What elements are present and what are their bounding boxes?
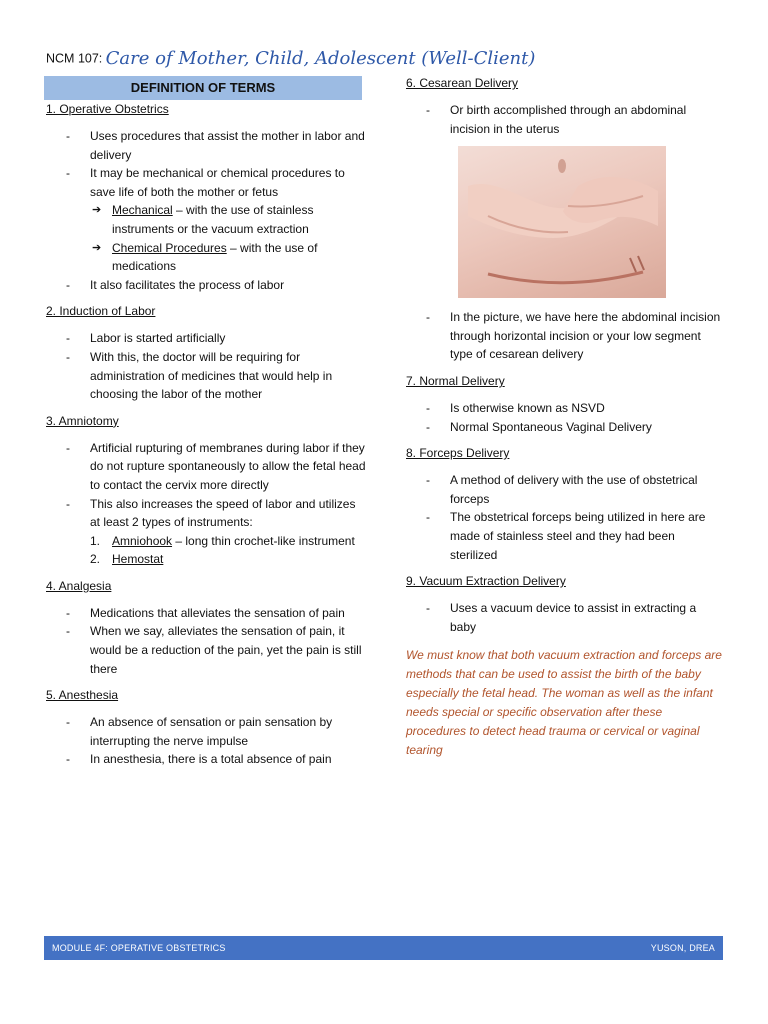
left-column bbox=[46, 100, 366, 777]
section-heading: 9. Vacuum Extraction Delivery bbox=[406, 574, 566, 589]
list-item: - An absence of sensation or pain sensation by interrupting the nerve impulse bbox=[46, 713, 366, 750]
list-item bbox=[46, 164, 366, 276]
right-column bbox=[406, 74, 724, 760]
list-item: - Uses a vacuum device to assist in extracting a baby bbox=[406, 599, 724, 636]
section-induction-of-labor bbox=[46, 302, 366, 403]
list-item-text: This also increases the speed of labor and utilizes at least 2 types of instruments: bbox=[90, 496, 356, 530]
list-item: - Medications that alleviates the sensation of pain bbox=[46, 604, 366, 623]
definition-of-terms-banner: DEFINITION OF TERMS bbox=[44, 76, 362, 100]
section-operative-obstetrics bbox=[46, 100, 366, 294]
section-analgesia bbox=[46, 577, 366, 678]
section-heading: 7. Normal Delivery bbox=[406, 373, 505, 388]
footer-author: YUSON, DREA bbox=[650, 943, 715, 953]
abdomen-illustration bbox=[458, 146, 666, 298]
section-heading: 6. Cesarean Delivery bbox=[406, 76, 519, 90]
list-item: - Uses procedures that assist the mother in labor and delivery bbox=[46, 127, 366, 164]
course-title: Care of Mother, Child, Adolescent (Well-Client) bbox=[105, 48, 536, 69]
page-footer bbox=[44, 936, 723, 960]
list-item: - Labor is started artificially bbox=[46, 329, 366, 348]
section-anesthesia bbox=[46, 686, 366, 769]
instrument-item bbox=[90, 532, 366, 551]
note-paragraph: We must know that both vacuum extraction and forceps are methods that can be used to assist the birth of the baby especially the fetal head. The woman as well as the infant needs special or specific observation after these procedures to detect head trauma or cervical or vaginal tearing bbox=[406, 648, 722, 758]
list-item: - In anesthesia, there is a total absence of pain bbox=[46, 750, 366, 769]
list-item: - Artificial rupturing of membranes during labor if they do not rupture spontaneously to allow the fetal head to contact the cervix more directly bbox=[46, 439, 366, 495]
list-item: - A method of delivery with the use of obstetrical forceps bbox=[406, 471, 724, 508]
list-item: - It also facilitates the process of labor bbox=[46, 276, 366, 295]
course-code: NCM 107: bbox=[46, 51, 103, 66]
sub-item-mechanical bbox=[90, 201, 366, 238]
section-heading: 1. Operative Obstetrics bbox=[46, 102, 169, 116]
list-item: - Or birth accomplished through an abdominal incision in the uterus bbox=[406, 101, 724, 138]
section-heading: 3. Amniotomy bbox=[46, 413, 119, 428]
section-vacuum-extraction bbox=[406, 572, 724, 636]
term-mechanical: Mechanical bbox=[112, 203, 173, 218]
section-heading: 2. Induction of Labor bbox=[46, 304, 156, 319]
cesarean-incision-photo bbox=[458, 146, 666, 298]
term-chemical-procedures: Chemical Procedures bbox=[112, 240, 227, 255]
section-amniotomy bbox=[46, 412, 366, 569]
instrument-item bbox=[90, 550, 366, 569]
list-item: - Is otherwise known as NSVD bbox=[406, 399, 724, 418]
sub-item-chemical bbox=[90, 239, 366, 276]
term-definition: – with the use of medications bbox=[112, 240, 318, 274]
section-normal-delivery bbox=[406, 372, 724, 436]
list-item: - When we say, alleviates the sensation of pain, it would be a reduction of the pain, yet the pain is still there bbox=[46, 622, 366, 678]
term-hemostat: Hemostat bbox=[112, 552, 164, 567]
section-heading: 4. Analgesia bbox=[46, 578, 112, 593]
list-item: - In the picture, we have here the abdominal incision through horizontal incision or your low segment type of cesarean delivery bbox=[406, 308, 724, 364]
footer-module: MODULE 4F: OPERATIVE OBSTETRICS bbox=[52, 943, 226, 953]
list-item bbox=[46, 495, 366, 569]
section-heading: 5. Anesthesia bbox=[46, 688, 119, 703]
section-forceps-delivery bbox=[406, 444, 724, 564]
term-definition: – long thin crochet-like instrument bbox=[172, 533, 355, 548]
list-item-text: It may be mechanical or chemical procedures to save life of both the mother or fetus bbox=[90, 166, 345, 199]
list-item: - With this, the doctor will be requiring for administration of medicines that would help in choosing the labor of the mother bbox=[46, 348, 366, 404]
list-item: - The obstetrical forceps being utilized in here are made of stainless steel and they had been sterilized bbox=[406, 508, 724, 564]
term-definition: – with the use of stainless instruments or the vacuum extraction bbox=[112, 203, 314, 236]
section-heading: 8. Forceps Delivery bbox=[406, 446, 510, 461]
document-header bbox=[46, 48, 535, 69]
item-number: 1. bbox=[90, 533, 101, 548]
section-cesarean-delivery bbox=[406, 74, 724, 364]
item-number: 2. bbox=[90, 552, 101, 567]
term-amniohook: Amniohook bbox=[112, 533, 173, 548]
list-item: - Normal Spontaneous Vaginal Delivery bbox=[406, 418, 724, 437]
